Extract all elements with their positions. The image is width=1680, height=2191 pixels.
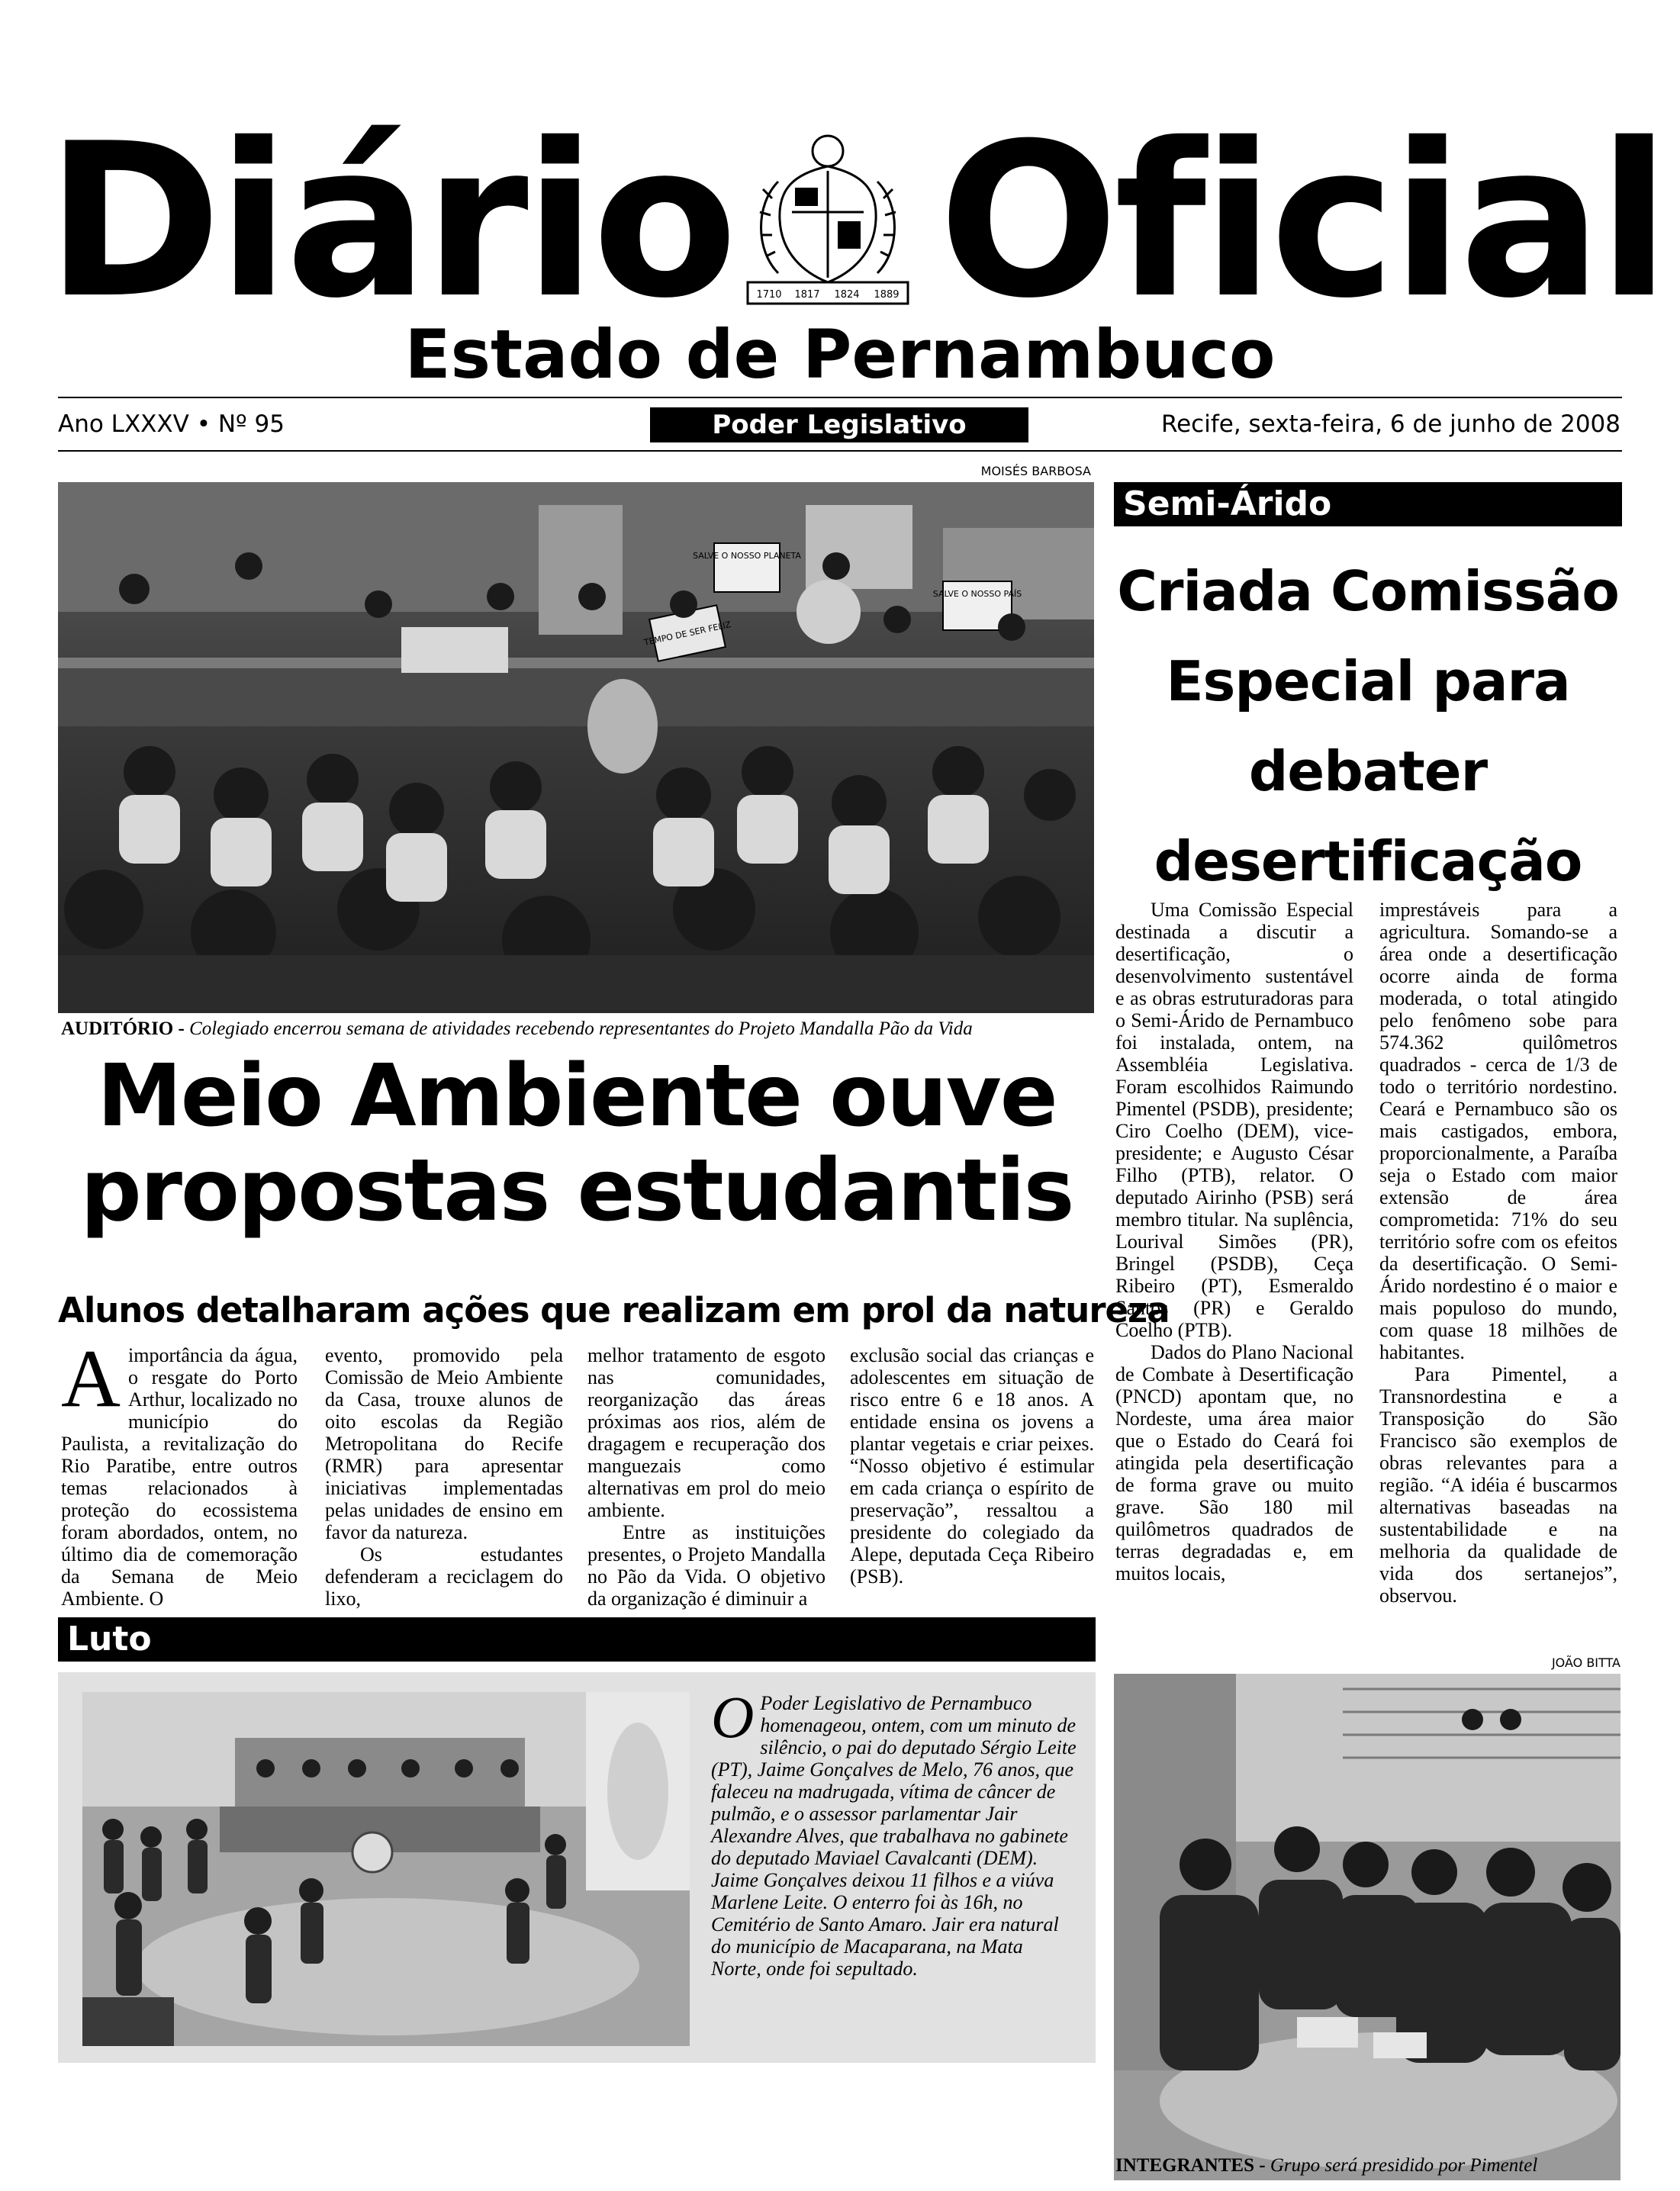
main-column-4 <box>850 1344 1094 1588</box>
masthead-subtitle: Estado de Pernambuco <box>404 315 1276 394</box>
crest-year-3: 1824 <box>834 289 860 301</box>
side-column-1 <box>1115 899 1353 1585</box>
photo-caption-auditorium <box>61 1018 1099 1041</box>
side-headline: Criada Comissão Especial para debater desertificação <box>1117 559 1619 893</box>
photo-caption-integrantes <box>1115 2154 1622 2177</box>
side-caption-label: INTEGRANTES - <box>1115 2155 1266 2176</box>
sign-save-planet: SALVE O NOSSO PLANETA <box>693 551 801 561</box>
side-column-2 <box>1379 899 1617 1607</box>
crest-year-4: 1889 <box>874 289 900 301</box>
masthead-title-right: Oficial <box>938 98 1666 345</box>
luto-dropcap: O <box>711 1684 755 1750</box>
crest-year-1: 1710 <box>756 289 782 301</box>
side-caption-text: Grupo será presidido por Pimentel <box>1270 2155 1538 2176</box>
main-paragraph: melhor tratamento de esgoto nas comunidades, reorganização das áreas próximas aos rios, além de dragagem e recuperação dos manguezais como alternativas em prol do meio ambiente. <box>587 1344 826 1521</box>
issue-number: Ano LXXXV • Nº 95 <box>58 410 285 438</box>
main-paragraph: Os estudantes defenderam a reciclagem do lixo, <box>325 1543 563 1610</box>
committee-photo <box>1114 1674 1620 2180</box>
main-paragraph: exclusão social das crianças e adolescentes em situação de risco entre 6 e 18 anos. A entidade ensina os jovens a plantar vegetais e criar peixes. “Nosso objetivo é estimular em cada criança o espírito de preservação”, ressaltou a presidente do colegiado da Alepe, deputada Ceça Ribeiro (PSB). <box>850 1344 1094 1588</box>
auditorium-photo <box>58 482 1094 1013</box>
main-deck: Alunos detalharam ações que realizam em prol da natureza <box>58 1290 1170 1330</box>
side-kicker: Semi-Árido <box>1114 482 1622 526</box>
side-paragraph: Para Pimentel, a Transnordestina e a Transposição do São Francisco são exemplos de obras relevantes para a região. “A idéia é buscarmos alternativas baseadas na sustentabilidade e na melhoria da qualidade de vida dos sertanejos”, observou. <box>1379 1363 1617 1607</box>
section-badge: Poder Legislativo <box>650 407 1028 442</box>
masthead-top-rule <box>58 397 1622 398</box>
main-paragraph: Entre as instituições presentes, o Projeto Mandalla no Pão da Vida. O objetivo da organização é diminuir a <box>587 1521 826 1610</box>
luto-paragraph: Poder Legislativo de Pernambuco homenageou, ontem, com um minuto de silêncio, o pai do deputado Sérgio Leite (PT), Jaime Gonçalves de Melo, 76 anos, que faleceu na madrugada, vítima de câncer de pulmão, e o assessor parlamentar Jair Alexandre Alves, que trabalhava no gabinete do deputado Maviael Cavalcanti (DEM). Jaime Gonçalves deixou 11 filhos e a viúva Marlene Leite. O enterro foi às 16h, no Cemitério de Santo Amaro. Jair era natural do município de Macaparana, na Mata Norte, onde foi sepultado. <box>711 1692 1077 1980</box>
side-paragraph: imprestáveis para a agricultura. Somando-se a área onde a desertificação ocorre ainda de forma moderada, o total atingido pelo fenômeno sobe para 574.362 quilômetros quadrados - cerca de 1/3 de todo o território nordestino. Ceará e Pernambuco são os mais castigados, embora, proporcionalmente, a Paraíba seja o Estado com maior extensão de área comprometida: 71% do seu território sofre com os efeitos da desertificação. O Semi-Árido nordestino é o maior e mais populoso do mundo, com quase 18 milhões de habitantes. <box>1379 899 1617 1363</box>
dateline: Recife, sexta-feira, 6 de junho de 2008 <box>1160 410 1620 438</box>
side-photo-credit: JOÃO BITTA <box>1551 1655 1620 1670</box>
main-paragraph: evento, promovido pela Comissão de Meio Ambiente da Casa, trouxe alunos de oito escolas da Região Metropolitana do Recife (RMR) para apresentar iniciativas implementadas pelas unidades de ensino em favor da natureza. <box>325 1344 563 1543</box>
masthead-title-left: Diário <box>46 98 734 345</box>
crest-year-2: 1817 <box>794 289 820 301</box>
main-column-3 <box>587 1344 826 1610</box>
main-column-1 <box>61 1334 298 1610</box>
masthead-bottom-rule <box>58 450 1622 452</box>
side-paragraph: Uma Comissão Especial destinada a discutir a desertificação, o desenvolvimento sustentável e as obras estruturadoras para o Semi-Árido de Pernambuco foi instalada, ontem, na Assembléia Legislativa. Foram escolhidos Raimundo Pimentel (PSDB), presidente; Ciro Coelho (DEM), vice-presidente; e Augusto César Filho (PTB), relator. O deputado Airinho (PSB) será membro titular. Na suplência, Lourival Simões (PR), Bringel (PSDB), Ceça Ribeiro (PT), Esmeraldo Santos (PR) e Geraldo Coelho (PTB). <box>1115 899 1353 1341</box>
main-paragraph: importância da água, o resgate do Porto Arthur, localizado no município do Paulista, a revitalização do Rio Paratibe, entre outros temas relacionados à proteção do ecossistema foram abordados, ontem, no último dia de comemoração da Semana de Meio Ambiente. O <box>61 1344 298 1610</box>
caption-text: Colegiado encerrou semana de atividades recebendo representantes do Projeto Mandalla Pão da Vida <box>189 1018 973 1039</box>
photo-credit: MOISÉS BARBOSA <box>980 464 1091 478</box>
caption-label: AUDITÓRIO - <box>61 1018 185 1039</box>
state-crest-logo <box>732 121 923 311</box>
sign-save-country: SALVE O NOSSO PAÍS <box>932 589 1022 599</box>
side-paragraph: Dados do Plano Nacional de Combate à Desertificação (PNCD) apontam que, no Nordeste, uma área maior que o Estado do Ceará foi atingida pela desertificação de forma grave ou muito grave. São 180 mil quilômetros quadrados de terras degradadas e, em muitos locais, <box>1115 1341 1353 1585</box>
dropcap: A <box>61 1334 121 1424</box>
plenary-photo <box>82 1692 690 2046</box>
main-headline: Meio Ambiente ouve propostas estudantis <box>80 1047 1073 1240</box>
main-column-2 <box>325 1344 563 1610</box>
sign-happy-time: TEMPO DE SER FELIZ <box>642 619 732 648</box>
luto-text-block <box>711 1684 1077 1980</box>
luto-kicker: Luto <box>58 1617 1096 1662</box>
